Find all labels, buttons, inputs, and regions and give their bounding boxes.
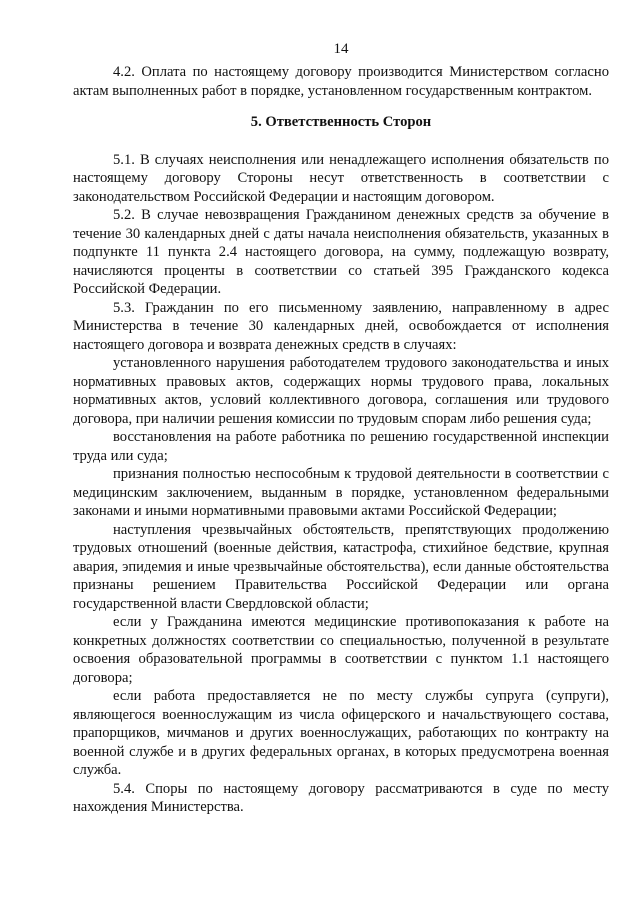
page-number: 14 — [333, 41, 349, 57]
clause-5-3: 5.3. Гражданин по его письменному заявлению, направленному в адрес Министерства в течение 30 календарных дней, освобождается от исполнения настоящего договора и возврата денежных средств в случаях: — [73, 299, 609, 353]
clause-5-1: 5.1. В случаях неисполнения или ненадлежащего исполнения обязательств по настоящему договору Стороны несут ответственность в соответствии с законодательством Российской Федерации и настоящим договором. — [73, 151, 609, 205]
clause-5-3-case-medical: если у Гражданина имеются медицинские противопоказания к работе на конкретных должностях соответствии со специальностью, полученной в результате освоения образовательной программы в соответствии с пунктом 1.1 настоящего договора; — [73, 614, 609, 686]
clause-5-3-case-labor-violation: установленного нарушения работодателем трудового законодательства и иных нормативных правовых актов, содержащих нормы трудового права, локальных нормативных актов, условий коллективного договора, соглашения или трудового договора, при наличии решения комиссии по трудовым спорам либо решения суда; — [73, 355, 609, 427]
clause-5-2: 5.2. В случае невозвращения Гражданином денежных средств за обучение в течение 30 календарных дней с даты начала неисполнения обязательств, указанных в подпункте 11 пункта 2.4 настоящего договора, на сумму, подлежащую возврату, начисляются проценты в соответствии со статьей 395 Гражданского кодекса Российской Федерации. — [73, 207, 609, 297]
section-title: 5. Ответственность Сторон — [250, 114, 432, 130]
clause-5-3-case-emergency: наступления чрезвычайных обстоятельств, препятствующих продолжению трудовых отношений (военные действия, катастрофа, стихийное бедствие, крупная авария, эпидемия и иные чрезвычайные обстоятельства), если данные обстоятельства признаны решением Правительства Российской Федерации или органа государственной власти Свердловской области; — [73, 521, 609, 612]
clause-4-2: 4.2. Оплата по настоящему договору производится Министерством согласно актам выполненных работ в порядке, установленном государственным контрактом. — [73, 64, 609, 99]
clause-5-4: 5.4. Споры по настоящему договору рассматриваются в суде по месту нахождения Министерства. — [73, 780, 609, 815]
clause-5-3-case-reinstatement: восстановления на работе работника по решению государственной инспекции труда или суда; — [73, 429, 609, 464]
clause-5-3-case-disability: признания полностью неспособным к трудовой деятельности в соответствии с медицинским заключением, выданным в порядке, установленном федеральными законами и иными нормативными правовыми актами Российской Федерации; — [73, 466, 609, 519]
clause-5-3-case-spouse-service: если работа предоставляется не по месту службы супруга (супруги), являющегося военнослужащим из числа офицерского и начальствующего состава, прапорщиков, мичманов и других военнослужащих, работающих по контракту на военной службе и в других федеральных органах, в которых предусмотрена военная служба. — [73, 688, 609, 778]
document-page — [73, 40, 609, 817]
